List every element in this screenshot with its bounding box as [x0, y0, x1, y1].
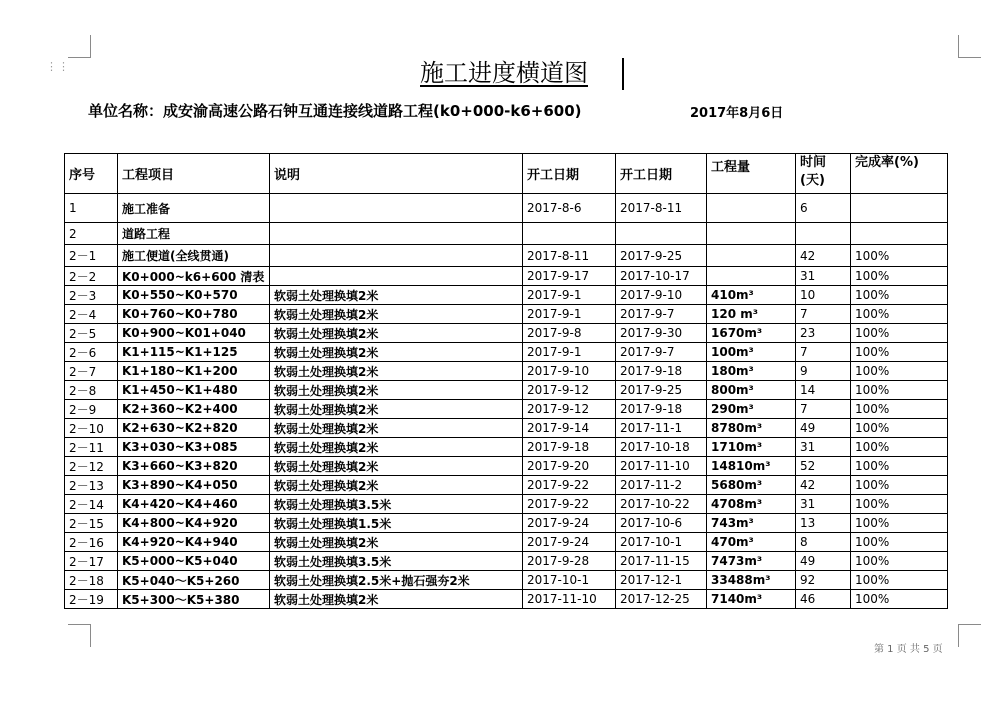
table-row[interactable]	[65, 305, 948, 324]
cell-start-date[interactable]: 2017-9-10	[523, 362, 616, 381]
cell-days[interactable]: 13	[796, 514, 851, 533]
cell-item[interactable]: K1+115~K1+125	[118, 343, 270, 362]
cell-seq[interactable]: 2－11	[65, 438, 118, 457]
cell-item[interactable]: K0+550~K0+570	[118, 286, 270, 305]
cell-desc[interactable]	[270, 194, 523, 223]
cell-seq[interactable]: 2	[65, 223, 118, 245]
cell-quantity[interactable]: 1670m³	[707, 324, 796, 343]
cell-desc[interactable]: 软弱土处理换填2米	[270, 381, 523, 400]
cell-quantity[interactable]: 4708m³	[707, 495, 796, 514]
cell-completion-rate[interactable]	[851, 223, 948, 245]
cell-completion-rate[interactable]: 100%	[851, 400, 948, 419]
document-date: 2017年8月6日	[690, 106, 784, 121]
cell-quantity[interactable]: 5680m³	[707, 476, 796, 495]
cell-desc[interactable]: 软弱土处理换填2米	[270, 419, 523, 438]
table-row[interactable]	[65, 590, 948, 609]
cell-days[interactable]	[796, 223, 851, 245]
cell-completion-rate[interactable]: 100%	[851, 286, 948, 305]
cell-completion-rate[interactable]: 100%	[851, 495, 948, 514]
cell-start-date[interactable]: 2017-9-1	[523, 343, 616, 362]
cell-quantity[interactable]: 800m³	[707, 381, 796, 400]
cell-start-date[interactable]: 2017-9-12	[523, 400, 616, 419]
cell-seq[interactable]: 2－9	[65, 400, 118, 419]
cell-desc[interactable]: 软弱土处理换填1.5米	[270, 514, 523, 533]
cell-item[interactable]: K3+030~K3+085	[118, 438, 270, 457]
cell-item[interactable]: K3+660~K3+820	[118, 457, 270, 476]
cell-end-date[interactable]: 2017-9-30	[616, 324, 707, 343]
cell-quantity[interactable]: 33488m³	[707, 571, 796, 590]
unit-name-line: 单位名称：成安渝高速公路石钟互通连接线道路工程(k0+000-k6+600)	[88, 102, 582, 120]
crop-mark-bottom-right	[958, 624, 981, 647]
cell-completion-rate[interactable]: 100%	[851, 343, 948, 362]
cell-start-date[interactable]: 2017-9-22	[523, 476, 616, 495]
cell-quantity[interactable]	[707, 194, 796, 223]
cell-seq[interactable]: 1	[65, 194, 118, 223]
cell-end-date[interactable]: 2017-9-25	[616, 245, 707, 267]
cell-end-date[interactable]: 2017-9-18	[616, 400, 707, 419]
cell-days[interactable]: 7	[796, 305, 851, 324]
cell-completion-rate[interactable]: 100%	[851, 381, 948, 400]
cell-end-date[interactable]: 2017-9-7	[616, 305, 707, 324]
header-start-date: 开工日期	[523, 154, 616, 194]
cell-start-date[interactable]: 2017-9-1	[523, 286, 616, 305]
cell-start-date[interactable]: 2017-9-17	[523, 267, 616, 286]
cell-desc[interactable]: 软弱土处理换填2米	[270, 343, 523, 362]
table-header-row	[65, 154, 948, 194]
cell-item[interactable]: K5+000~K5+040	[118, 552, 270, 571]
cell-desc[interactable]: 软弱土处理换填2米	[270, 476, 523, 495]
cell-desc[interactable]: 软弱土处理换填2.5米+抛石强夯2米	[270, 571, 523, 590]
cell-item[interactable]: K3+890~K4+050	[118, 476, 270, 495]
header-seq: 序号	[65, 154, 118, 194]
cell-quantity[interactable]: 7140m³	[707, 590, 796, 609]
cell-days[interactable]: 9	[796, 362, 851, 381]
table-row[interactable]	[65, 438, 948, 457]
cell-start-date[interactable]: 2017-9-18	[523, 438, 616, 457]
cell-item[interactable]: 道路工程	[118, 223, 270, 245]
cell-end-date[interactable]	[616, 223, 707, 245]
cell-days[interactable]: 31	[796, 438, 851, 457]
cell-end-date[interactable]: 2017-11-15	[616, 552, 707, 571]
cell-end-date[interactable]: 2017-10-22	[616, 495, 707, 514]
cell-days[interactable]: 31	[796, 267, 851, 286]
cell-desc[interactable]: 软弱土处理换填2米	[270, 400, 523, 419]
cell-item[interactable]: K1+180~K1+200	[118, 362, 270, 381]
cell-start-date[interactable]: 2017-11-10	[523, 590, 616, 609]
table-row[interactable]	[65, 533, 948, 552]
cell-start-date[interactable]: 2017-9-1	[523, 305, 616, 324]
cell-days[interactable]: 14	[796, 381, 851, 400]
cell-quantity[interactable]: 100m³	[707, 343, 796, 362]
table-row[interactable]	[65, 514, 948, 533]
cell-start-date[interactable]: 2017-9-24	[523, 514, 616, 533]
cell-seq[interactable]: 2－7	[65, 362, 118, 381]
cell-start-date[interactable]	[523, 223, 616, 245]
cell-seq[interactable]: 2－19	[65, 590, 118, 609]
cell-days[interactable]: 10	[796, 286, 851, 305]
cell-completion-rate[interactable]: 100%	[851, 552, 948, 571]
cell-desc[interactable]	[270, 245, 523, 267]
table-row[interactable]	[65, 286, 948, 305]
table-row[interactable]	[65, 419, 948, 438]
cell-end-date[interactable]: 2017-9-7	[616, 343, 707, 362]
cell-item[interactable]: 施工便道(全线贯通)	[118, 245, 270, 267]
cell-seq[interactable]: 2－4	[65, 305, 118, 324]
table-row[interactable]	[65, 267, 948, 286]
cell-end-date[interactable]: 2017-11-1	[616, 419, 707, 438]
cell-end-date[interactable]: 2017-9-10	[616, 286, 707, 305]
cell-seq[interactable]: 2－1	[65, 245, 118, 267]
cell-days[interactable]: 7	[796, 343, 851, 362]
cell-item[interactable]: K4+420~K4+460	[118, 495, 270, 514]
crop-mark-top-left	[68, 35, 91, 58]
cell-item[interactable]: K0+900~K01+040	[118, 324, 270, 343]
cell-completion-rate[interactable]: 100%	[851, 305, 948, 324]
cell-days[interactable]: 23	[796, 324, 851, 343]
cell-item[interactable]: K1+450~K1+480	[118, 381, 270, 400]
cell-start-date[interactable]: 2017-9-20	[523, 457, 616, 476]
cell-desc[interactable]: 软弱土处理换填2米	[270, 457, 523, 476]
cell-item[interactable]: K4+920~K4+940	[118, 533, 270, 552]
cell-end-date[interactable]: 2017-8-11	[616, 194, 707, 223]
header-quantity: 工程量	[707, 154, 796, 194]
cell-quantity[interactable]	[707, 223, 796, 245]
cell-completion-rate[interactable]: 100%	[851, 533, 948, 552]
cell-days[interactable]: 7	[796, 400, 851, 419]
cell-seq[interactable]: 2－17	[65, 552, 118, 571]
cell-end-date[interactable]: 2017-9-18	[616, 362, 707, 381]
document-title[interactable]: 施工进度横道图	[420, 59, 588, 87]
cell-desc[interactable]: 软弱土处理换填2米	[270, 286, 523, 305]
cell-quantity[interactable]: 180m³	[707, 362, 796, 381]
text-cursor	[622, 58, 624, 90]
cell-item[interactable]: K0+760~K0+780	[118, 305, 270, 324]
cell-days[interactable]: 49	[796, 419, 851, 438]
table-row[interactable]	[65, 476, 948, 495]
cell-days[interactable]: 92	[796, 571, 851, 590]
cell-quantity[interactable]: 1710m³	[707, 438, 796, 457]
crop-mark-top-right	[958, 35, 981, 58]
cell-end-date[interactable]: 2017-10-6	[616, 514, 707, 533]
table-row[interactable]	[65, 194, 948, 223]
cell-days[interactable]: 31	[796, 495, 851, 514]
cell-days[interactable]: 8	[796, 533, 851, 552]
cell-start-date[interactable]: 2017-9-14	[523, 419, 616, 438]
cell-days[interactable]: 42	[796, 245, 851, 267]
cell-completion-rate[interactable]: 100%	[851, 362, 948, 381]
schedule-table[interactable]	[64, 153, 948, 609]
cell-completion-rate[interactable]: 100%	[851, 590, 948, 609]
cell-days[interactable]: 6	[796, 194, 851, 223]
cell-item[interactable]: K2+360~K2+400	[118, 400, 270, 419]
table-row[interactable]	[65, 343, 948, 362]
cell-seq[interactable]: 2－2	[65, 267, 118, 286]
cell-quantity[interactable]	[707, 245, 796, 267]
table-row[interactable]	[65, 324, 948, 343]
cell-desc[interactable]	[270, 223, 523, 245]
cell-desc[interactable]: 软弱土处理换填2米	[270, 362, 523, 381]
cell-end-date[interactable]: 2017-9-25	[616, 381, 707, 400]
cell-desc[interactable]	[270, 267, 523, 286]
cell-seq[interactable]: 2－16	[65, 533, 118, 552]
cell-start-date[interactable]: 2017-9-24	[523, 533, 616, 552]
header-completion-rate: 完成率(%)	[851, 154, 948, 194]
cell-item[interactable]: K5+040～K5+260	[118, 571, 270, 590]
cell-desc[interactable]: 软弱土处理换填2米	[270, 324, 523, 343]
cell-end-date[interactable]: 2017-10-17	[616, 267, 707, 286]
cell-seq[interactable]: 2－5	[65, 324, 118, 343]
cell-item[interactable]: K4+800~K4+920	[118, 514, 270, 533]
table-row[interactable]	[65, 381, 948, 400]
table-row[interactable]	[65, 552, 948, 571]
header-days: 时间(天)	[796, 154, 851, 194]
cell-days[interactable]: 52	[796, 457, 851, 476]
cell-completion-rate[interactable]: 100%	[851, 457, 948, 476]
page-footer: 第 1 页 共 5 页	[874, 644, 943, 655]
table-move-handle-icon[interactable]: ⋮⋮	[46, 60, 70, 73]
cell-seq[interactable]: 2－6	[65, 343, 118, 362]
cell-start-date[interactable]: 2017-9-22	[523, 495, 616, 514]
cell-seq[interactable]: 2－3	[65, 286, 118, 305]
cell-quantity[interactable]: 410m³	[707, 286, 796, 305]
cell-seq[interactable]: 2－15	[65, 514, 118, 533]
cell-end-date[interactable]: 2017-12-1	[616, 571, 707, 590]
cell-start-date[interactable]: 2017-9-28	[523, 552, 616, 571]
cell-completion-rate[interactable]: 100%	[851, 438, 948, 457]
cell-start-date[interactable]: 2017-9-12	[523, 381, 616, 400]
cell-quantity[interactable]: 7473m³	[707, 552, 796, 571]
cell-quantity[interactable]	[707, 267, 796, 286]
cell-desc[interactable]: 软弱土处理换填3.5米	[270, 495, 523, 514]
cell-desc[interactable]: 软弱土处理换填3.5米	[270, 552, 523, 571]
cell-item[interactable]: K0+000~k6+600 清表	[118, 267, 270, 286]
cell-quantity[interactable]: 14810m³	[707, 457, 796, 476]
table-row[interactable]	[65, 495, 948, 514]
cell-completion-rate[interactable]: 100%	[851, 571, 948, 590]
table-row[interactable]	[65, 571, 948, 590]
table-row[interactable]	[65, 245, 948, 267]
cell-item[interactable]: 施工准备	[118, 194, 270, 223]
cell-seq[interactable]: 2－18	[65, 571, 118, 590]
cell-seq[interactable]: 2－8	[65, 381, 118, 400]
cell-completion-rate[interactable]: 100%	[851, 245, 948, 267]
cell-seq[interactable]: 2－12	[65, 457, 118, 476]
cell-completion-rate[interactable]: 100%	[851, 267, 948, 286]
cell-start-date[interactable]: 2017-10-1	[523, 571, 616, 590]
cell-end-date[interactable]: 2017-10-1	[616, 533, 707, 552]
cell-desc[interactable]: 软弱土处理换填2米	[270, 305, 523, 324]
cell-quantity[interactable]: 743m³	[707, 514, 796, 533]
cell-quantity[interactable]: 290m³	[707, 400, 796, 419]
table-row[interactable]	[65, 400, 948, 419]
cell-seq[interactable]: 2－13	[65, 476, 118, 495]
cell-quantity[interactable]: 120 m³	[707, 305, 796, 324]
cell-seq[interactable]: 2－14	[65, 495, 118, 514]
cell-completion-rate[interactable]: 100%	[851, 514, 948, 533]
cell-desc[interactable]: 软弱土处理换填2米	[270, 590, 523, 609]
cell-quantity[interactable]: 8780m³	[707, 419, 796, 438]
header-end-date: 开工日期	[616, 154, 707, 194]
cell-item[interactable]: K5+300～K5+380	[118, 590, 270, 609]
cell-end-date[interactable]: 2017-11-2	[616, 476, 707, 495]
cell-item[interactable]: K2+630~K2+820	[118, 419, 270, 438]
cell-completion-rate[interactable]	[851, 194, 948, 223]
table-row[interactable]	[65, 457, 948, 476]
cell-days[interactable]: 42	[796, 476, 851, 495]
cell-completion-rate[interactable]: 100%	[851, 476, 948, 495]
cell-start-date[interactable]: 2017-8-6	[523, 194, 616, 223]
crop-mark-bottom-left	[68, 624, 91, 647]
header-desc: 说明	[270, 154, 523, 194]
cell-end-date[interactable]: 2017-11-10	[616, 457, 707, 476]
cell-quantity[interactable]: 470m³	[707, 533, 796, 552]
cell-completion-rate[interactable]: 100%	[851, 324, 948, 343]
cell-desc[interactable]: 软弱土处理换填2米	[270, 533, 523, 552]
cell-start-date[interactable]: 2017-8-11	[523, 245, 616, 267]
header-item: 工程项目	[118, 154, 270, 194]
table-row[interactable]	[65, 362, 948, 381]
cell-end-date[interactable]: 2017-12-25	[616, 590, 707, 609]
cell-days[interactable]: 46	[796, 590, 851, 609]
cell-completion-rate[interactable]: 100%	[851, 419, 948, 438]
cell-end-date[interactable]: 2017-10-18	[616, 438, 707, 457]
table-row[interactable]	[65, 223, 948, 245]
cell-start-date[interactable]: 2017-9-8	[523, 324, 616, 343]
cell-seq[interactable]: 2－10	[65, 419, 118, 438]
cell-desc[interactable]: 软弱土处理换填2米	[270, 438, 523, 457]
cell-days[interactable]: 49	[796, 552, 851, 571]
